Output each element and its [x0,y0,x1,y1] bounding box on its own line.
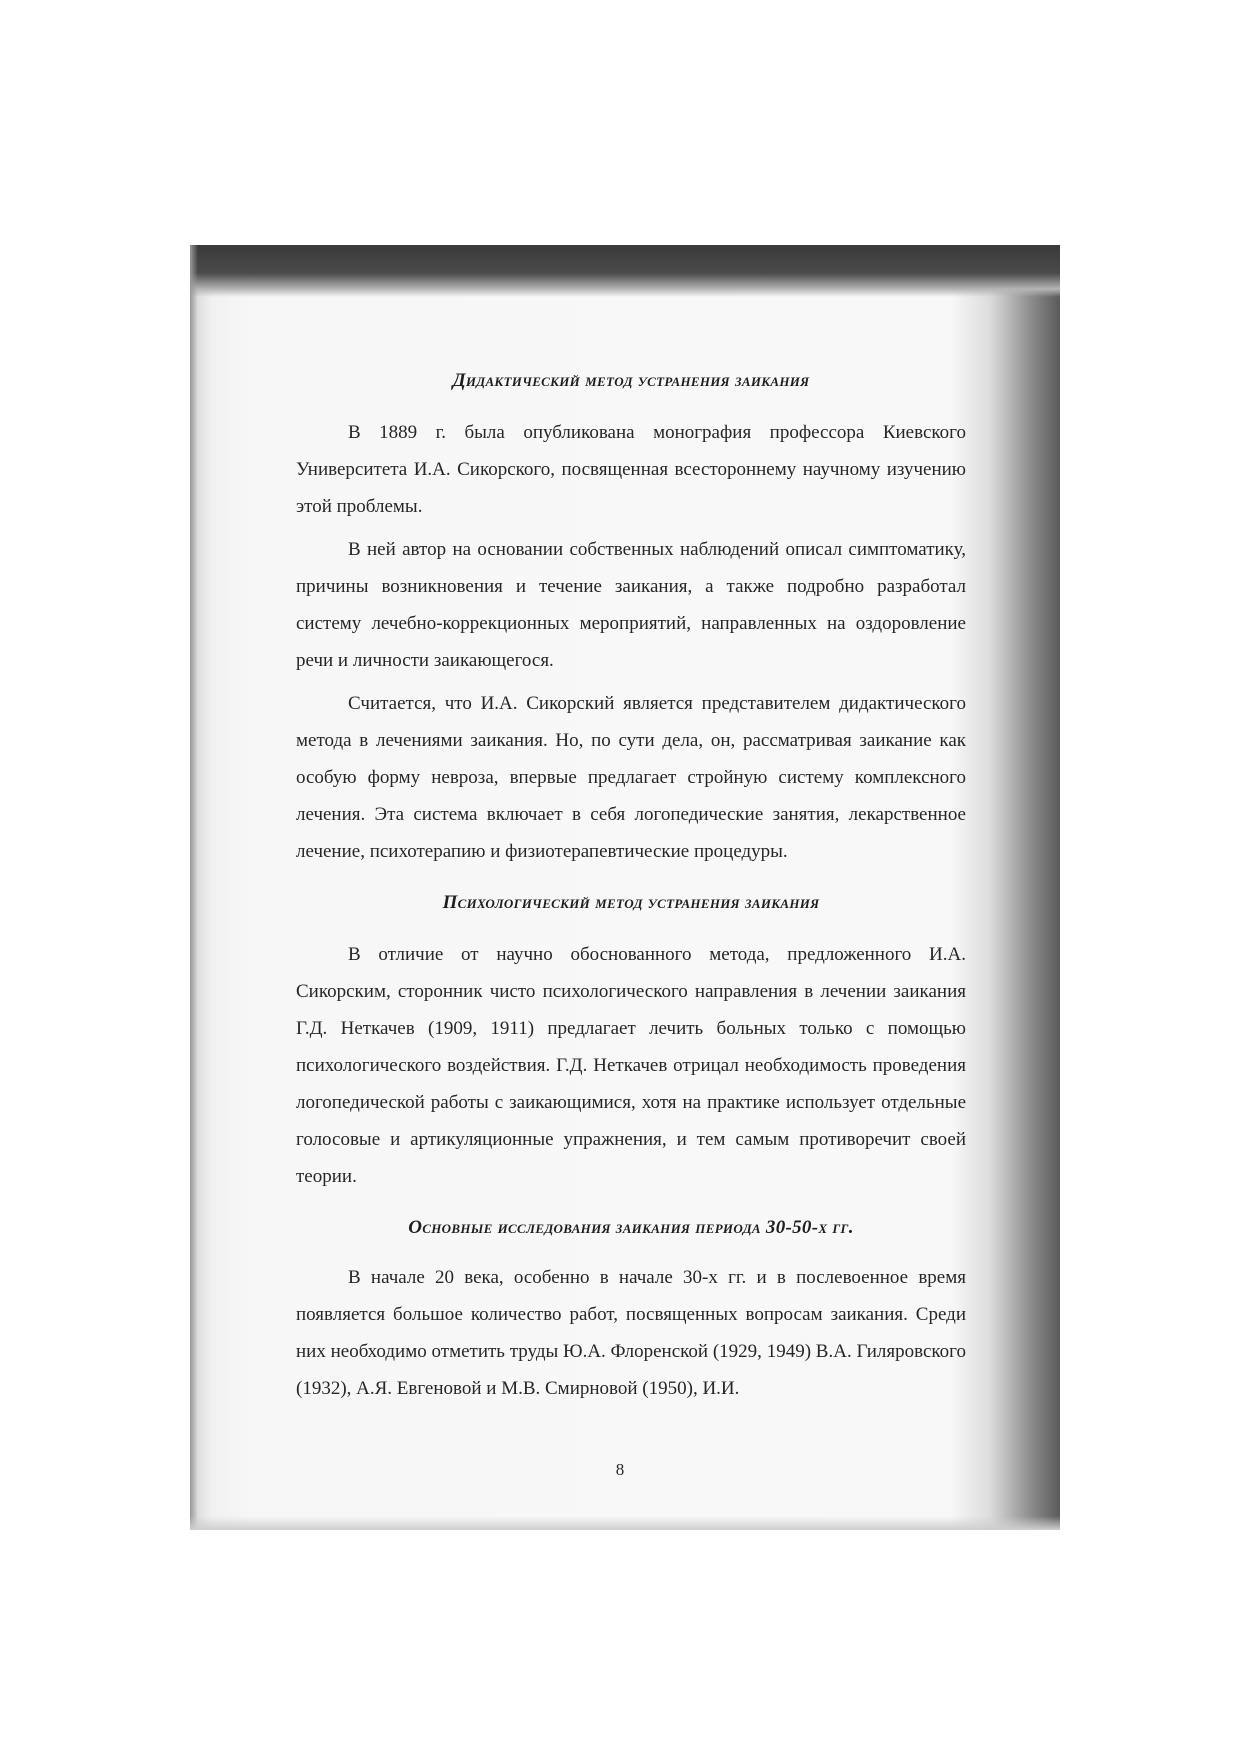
scanner-shadow-left [190,245,198,1530]
section-heading-didactic: Дидактический метод устранения заикания [452,370,810,391]
paragraph: Считается, что И.А. Сикорский является представителем дидактического метода в лечениями заикания. Но, по сути дела, он, рассматривая заикание как особую форму невроза, впервые предлагает стройную систему комплексного лечения. Эта система включает в себя логопедические занятия, лекарственное лечение, психотерапию и физиотерапевтические процедуры. [296,693,966,862]
section-heading-research-30-50: Основные исследования заикания периода 30-50-х гг. [408,1217,854,1238]
scanner-shadow-top [190,245,1060,297]
paragraph: В отличие от научно обоснованного метода, предложенного И.А. Сикорским, сторонник чисто психологического направления в лечении заикания Г.Д. Неткачев (1909, 1911) предлагает лечить больных только с помощью психологического воздействия. Г.Д. Неткачев отрицал необходимость проведения логопедической работы с заикающимися, хотя на практике использует отдельные голосовые и артикуляционные упражнения, и тем самым противоречит своей теории. [296,944,966,1187]
paragraph: В начале 20 века, особенно в начале 30-х гг. и в послевоенное время появляется большое количество работ, посвященных вопросам заикания. Среди них необходимо отметить труды Ю.А. Флоренской (1929, 1949) В.А. Гиляровского (1932), А.Я. Евгеновой и М.В. Смирновой (1950), И.И. [296,1267,966,1399]
page-text [296,370,966,1407]
section-heading-psychological: Психологический метод устранения заикания [442,892,820,913]
scanner-shadow-bottom [190,1516,1060,1530]
paragraph: В ней автор на основании собственных наблюдений описал симптоматику, причины возникновения и течение заикания, а также подробно разработал систему лечебно-коррекционных мероприятий, направленных на оздоровление речи и личности заикающегося. [296,539,966,671]
page-number: 8 [615,1460,625,1479]
paragraph: В 1889 г. была опубликована монография профессора Киевского Университета И.А. Сикорского, посвященная всестороннему научному изучению этой проблемы. [296,422,966,517]
